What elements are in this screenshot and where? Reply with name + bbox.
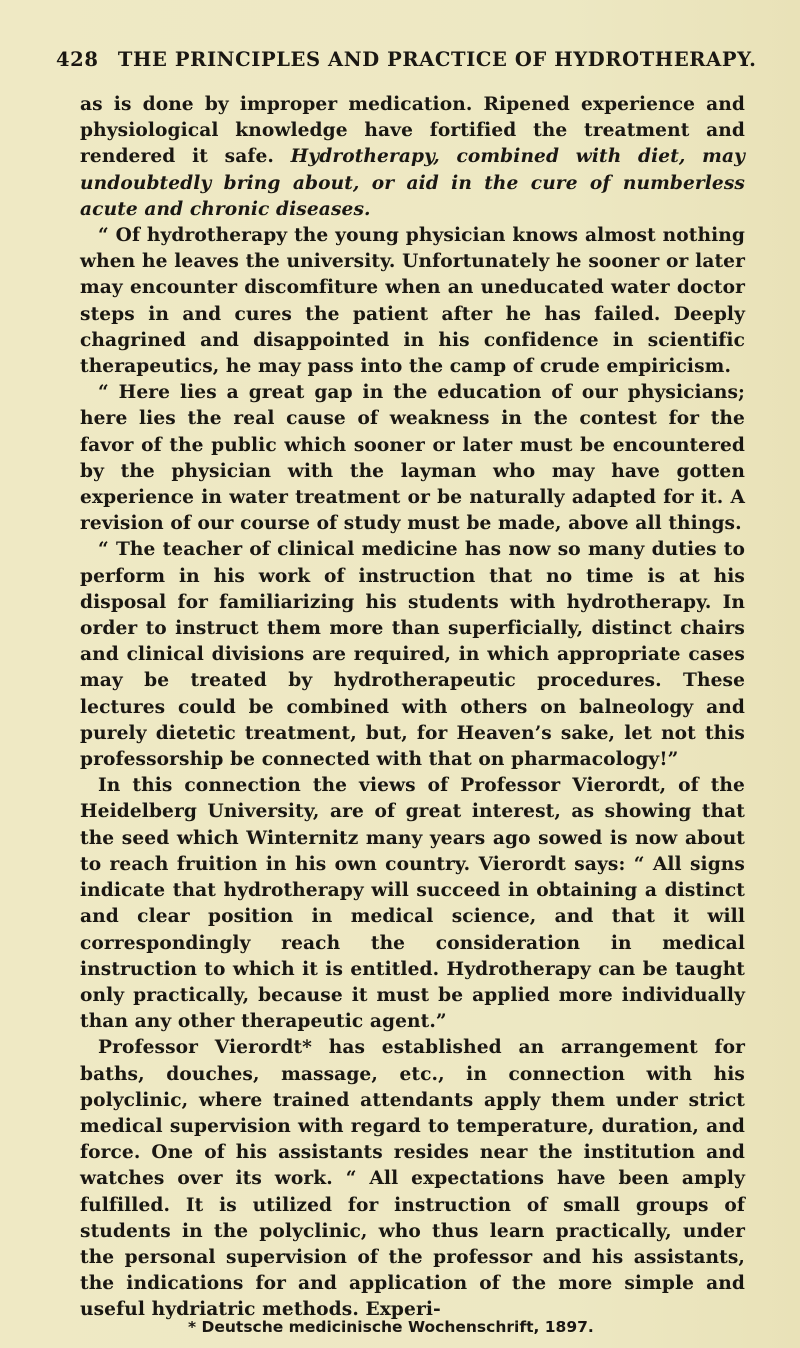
footnote: * Deutsche medicinische Wochenschrift, 1897. <box>188 1318 594 1336</box>
paragraph: Professor Vierordt* has established an arrangement for baths, douches, massage, etc., in connection with his polyclinic, where trained attendants apply them under strict medical supervision with regard to temperature, duration, and force. One of his assistants resides near the institution and watches over its work. “ All expectations have been amply fulfilled. It is utilized for instruction of small groups of students in the polyclinic, who thus learn practically, under the personal supervision of the professor and his assistants, the indications for and application of the more simple and useful hydriatric methods. Experi- <box>80 1037 745 1321</box>
body-text <box>80 92 745 1324</box>
running-header <box>56 48 757 74</box>
italic-passage: Hydrotherapy, combined with diet, may undoubtedly bring about, or aid in the cure of numberless acute and chronic diseases. <box>80 146 746 220</box>
running-title: THE PRINCIPLES AND PRACTICE OF HYDROTHERAPY. <box>117 48 757 71</box>
paragraph: “ Here lies a great gap in the education of our physicians; here lies the real cause of weakness in the contest for the favor of the public which sooner or later must be encountered by the physician with the layman who may have gotten experience in water treatment or be naturally adapted for it. A revision of our course of study must be made, above all things. <box>80 382 745 535</box>
paragraph: “ The teacher of clinical medicine has now so many duties to perform in his work of instruction that no time is at his disposal for familiarizing his students with hydrotherapy. In order to instruct them more than superficially, distinct chairs and clinical divisions are required, in which appropriate cases may be treated by hydrotherapeutic procedures. These lectures could be combined with others on balneology and purely dietetic treatment, but, for Heaven’s sake, let not this professorship be connected with that on pharmacology!” <box>80 539 745 771</box>
paragraph <box>80 92 745 223</box>
paragraph: In this connection the views of Professor Vierordt, of the Heidelberg University, are of great interest, as showing that the seed which Winternitz many years ago sowed is now about to reach fruition in his own country. Vierordt says: “ All signs indicate that hydrotherapy will succeed in obtaining a distinct and clear position in medical science, and that it will correspondingly reach the consideration in medical instruction to which it is entitled. Hydrotherapy can be taught only practically, because it must be applied more individually than any other therapeutic agent.” <box>80 775 745 1033</box>
paragraph: “ Of hydrotherapy the young physician knows almost nothing when he leaves the university. Unfortunately he sooner or later may encounter discomfiture when an uneducated water doctor steps in and cures the patient after he has failed. Deeply chagrined and disappointed in his confidence in scientific therapeutics, he may pass into the camp of crude empiricism. <box>80 225 745 378</box>
page-number: 428 <box>56 48 99 71</box>
paragraph-text: as is done by improper medication. Ripened experience and physiological knowledge have fortified the treatment and rendered it safe. <box>80 94 745 168</box>
